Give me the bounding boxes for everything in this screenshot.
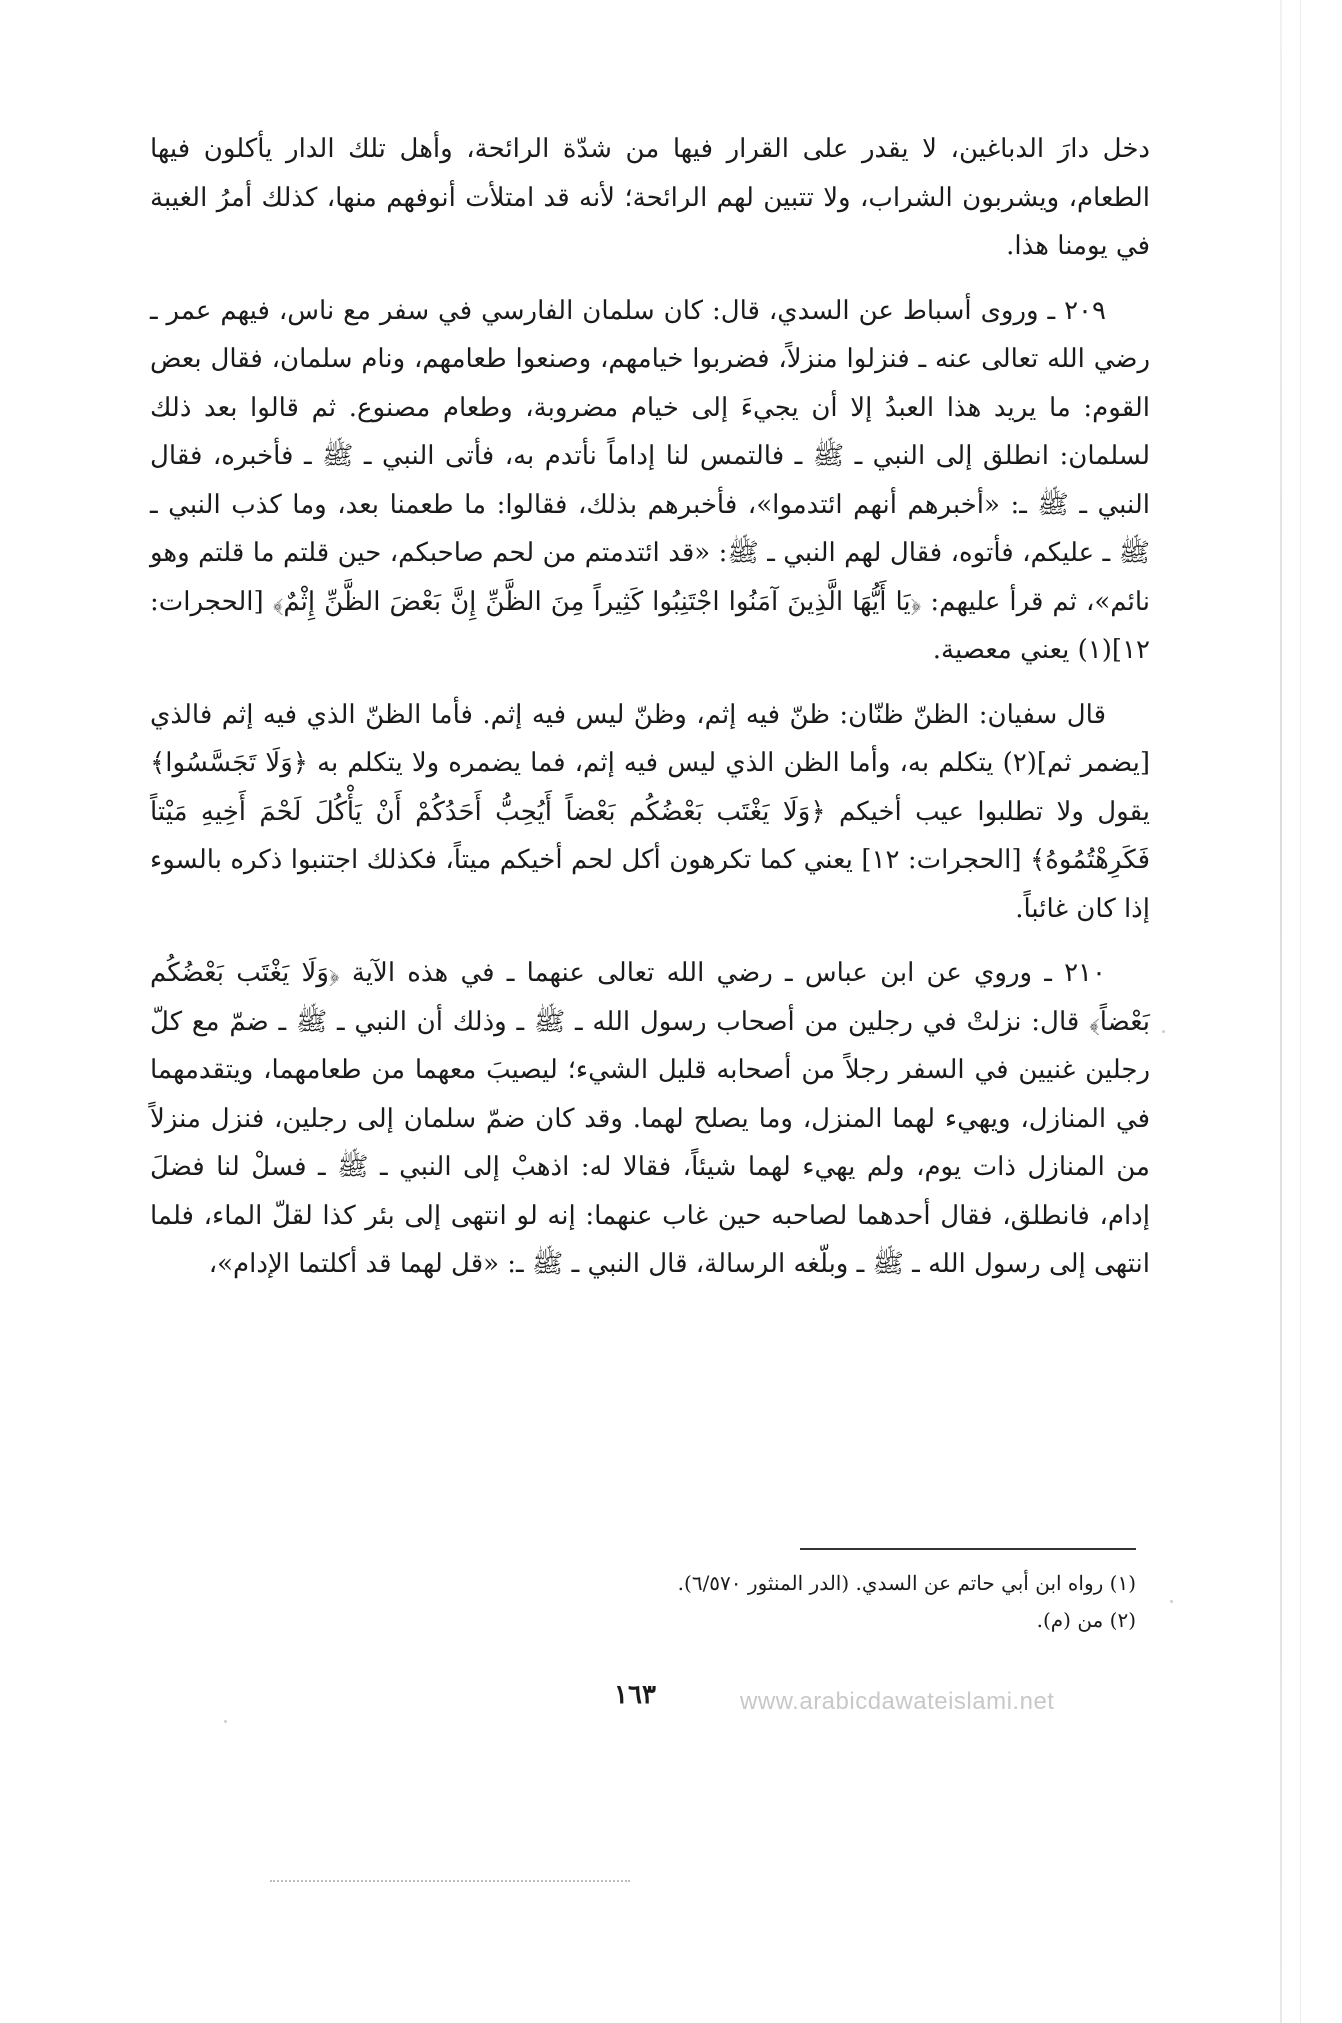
scan-speck (1162, 1030, 1165, 1033)
scan-edge-line (1280, 0, 1282, 2023)
footnote-1: (١) رواه ابن أبي حاتم عن السدي. (الدر المنثور ٦/٥٧٠). (677, 1571, 1136, 1595)
page-number: ١٦٣ (614, 1680, 656, 1710)
footnote-2: (٢) من (م). (1036, 1608, 1136, 1632)
paragraph-1: دخل دارَ الدباغين، لا يقدر على القرار فيها من شدّة الرائحة، وأهل تلك الدار يأكلون فيها الطعام، ويشربون الشراب، ولا تتبين لهم الرائحة؛ لأنه قد امتلأت أنوفهم منها، كذلك أمرُ الغيبة في يومنا هذا. (150, 134, 1150, 261)
scan-edge-line-secondary (1300, 0, 1301, 2023)
footnote-divider (800, 1548, 1136, 1550)
main-text-block (150, 125, 1150, 1305)
paragraph-4-hadith-210: ٢١٠ ـ وروي عن ابن عباس ـ رضي الله تعالى عنهما ـ في هذه الآية ﴿وَلَا يَغْتَب بَعْضُكُم بَعْضاً﴾ قال: نزلتْ في رجلين من أصحاب رسول الله ـ ﷺ ـ وذلك أن النبي ـ ﷺ ـ ضمّ مع كلّ رجلين غنيين في السفر رجلاً من أصحابه قليل الشيء؛ ليصيبَ معهما من طعامهما، ويتقدمهما في المنازل، ويهيء لهما المنزل، وما يصلح لهما. وقد كان ضمّ سلمان إلى رجلين، فنزل منزلاً من المنازل ذات يوم، ولم يهيء لهما شيئاً، فقالا له: اذهبْ إلى النبي ـ ﷺ ـ فسلْ لنا فضلَ إدام، فانطلق، فقال أحدهما لصاحبه حين غاب عنهما: إنه لو انتهى إلى بئر كذا لقلّ الماء، فلما انتهى إلى رسول الله ـ ﷺ ـ وبلّغه الرسالة، قال النبي ـ ﷺ ـ: «قل لهما قد أكلتما الإدام»، (150, 958, 1150, 1279)
watermark-url: www.arabicdawateislami.net (740, 1688, 1055, 1715)
scan-speck (1170, 1600, 1173, 1603)
scan-artifact-dots (270, 1880, 630, 1884)
paragraph-2-hadith-209: ٢٠٩ ـ وروى أسباط عن السدي، قال: كان سلمان الفارسي في سفر مع ناس، فيهم عمر ـ رضي الله تعالى عنه ـ فنزلوا منزلاً، فضربوا خيامهم، وصنعوا طعامهم، ونام سلمان، فقال بعض القوم: ما يريد هذا العبدُ إلا أن يجيءَ إلى خيام مضروبة، وطعام مصنوع. ثم قالوا بعد ذلك لسلمان: انطلق إلى النبي ـ ﷺ ـ فالتمس لنا إداماً نأتدم به، فأتى النبي ـ ﷺ ـ فأخبره، فقال النبي ـ ﷺ ـ: «أخبرهم أنهم ائتدموا»، فأخبرهم بذلك، فقالوا: ما طعمنا بعد، وما كذب النبي ـ ﷺ ـ عليكم، فأتوه، فقال لهم النبي ـ ﷺ: «قد ائتدمتم من لحم صاحبكم، حين قلتم ما قلتم وهو نائم»، ثم قرأ عليهم: ﴿يَا أَيُّهَا الَّذِينَ آمَنُوا اجْتَنِبُوا كَثِيراً مِنَ الظَّنِّ إِنَّ بَعْضَ الظَّنِّ إِثْمٌ﴾ [الحجرات: ١٢](١) يعني معصية. (150, 295, 1150, 665)
scan-speck (224, 1720, 227, 1723)
footnotes (500, 1565, 1136, 1639)
paragraph-3-sufyan: قال سفيان: الظنّ ظنّان: ظنّ فيه إثم، وظنّ ليس فيه إثم. فأما الظنّ الذي فيه إثم فالذي [يضمر ثم](٢) يتكلم به، وأما الظن الذي ليس فيه إثم، فما يضمره ولا يتكلم به ﴿وَلَا تَجَسَّسُوا﴾ يقول ولا تطلبوا عيب أخيكم ﴿وَلَا يَغْتَب بَعْضُكُم بَعْضاً أَيُحِبُّ أَحَدُكُمْ أَنْ يَأْكُلَ لَحْمَ أَخِيهِ مَيْتاً فَكَرِهْتُمُوهُ﴾ [الحجرات: ١٢] يعني كما تكرهون أكل لحم أخيكم ميتاً، فكذلك اجتنبوا ذكره بالسوء إذا كان غائباً. (150, 699, 1150, 924)
